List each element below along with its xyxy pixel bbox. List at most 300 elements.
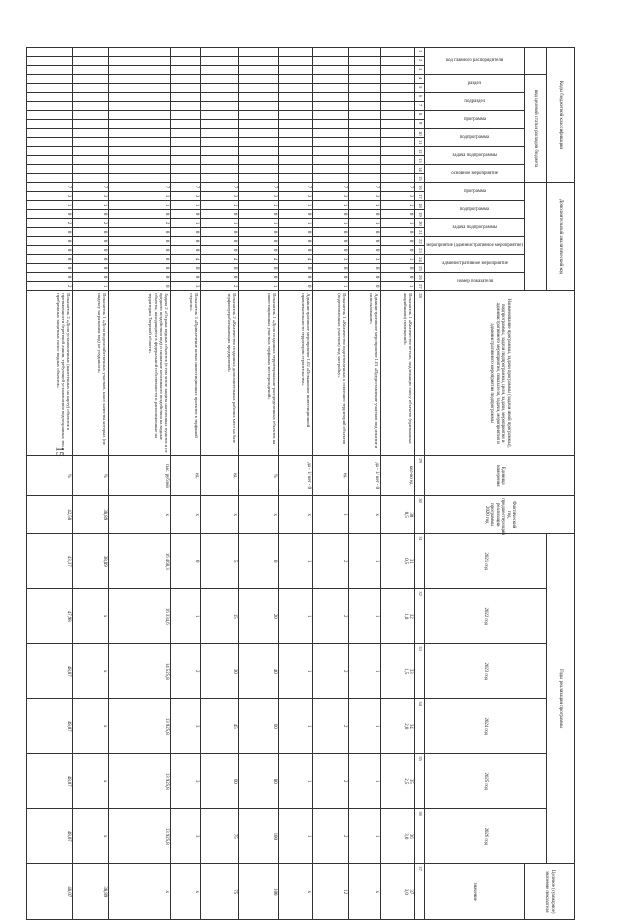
additional-code-cell: 3 [313, 192, 349, 201]
unit-cell: кол-во ед. [381, 456, 415, 496]
budget-code-cell [313, 138, 349, 147]
budget-code-cell [349, 102, 381, 111]
additional-code-cell: 4 [279, 255, 313, 264]
budget-code-cell [313, 66, 349, 75]
budget-code-cell [313, 165, 349, 174]
budget-code-cell [381, 174, 415, 183]
budget-code-cell [349, 138, 381, 147]
additional-code-cell: 7 [171, 183, 201, 192]
year-value-cell: х [73, 809, 109, 864]
table-row [279, 48, 313, 920]
year-value-cell: 2 [171, 644, 201, 699]
budget-code-cell [381, 93, 415, 102]
additional-code-cell: 0 [109, 210, 171, 219]
additional-code-cell: 0 [109, 237, 171, 246]
header-name: Наименование программы, задачи программы (задачи иной программы), подпрограммы, задачи подпрограммы, цели, задачи, мероприятия и административного мероприятия, показателя, задачи, мероприятия и административного мероприятия подпрограммы [425, 291, 575, 456]
additional-code-cell: 3 [313, 255, 349, 264]
additional-code-cell: 0 [201, 228, 239, 237]
budget-code-cell [381, 120, 415, 129]
additional-code-cell: 1 [239, 282, 279, 291]
additional-code-cell: 0 [73, 228, 109, 237]
budget-code-cell [279, 57, 313, 66]
column-number: 17 [415, 192, 425, 201]
fact-year-cell: х [279, 496, 313, 534]
additional-code-cell: 3 [349, 192, 381, 201]
header-add-program: программа [425, 183, 525, 201]
header-add-task: задача подпрограммы [425, 219, 525, 237]
budget-code-cell [349, 147, 381, 156]
year-value-cell: 2 [313, 699, 349, 754]
additional-code-cell: 0 [201, 210, 239, 219]
additional-code-cell: 2 [109, 219, 171, 228]
additional-code-cell: 0 [349, 237, 381, 246]
budget-code-cell [109, 174, 171, 183]
column-number: 2 [415, 57, 425, 66]
budget-code-cell [27, 66, 73, 75]
additional-code-cell: Я [279, 264, 313, 273]
additional-code-cell: 0 [279, 246, 313, 255]
additional-code-cell: 0 [313, 273, 349, 282]
additional-code-cell: 0 [381, 237, 415, 246]
unit-cell: ед. [171, 456, 201, 496]
unit-cell: ед. [313, 456, 349, 496]
additional-code-cell: 0 [109, 228, 171, 237]
additional-code-cell: 3 [349, 255, 381, 264]
column-number: 31 [415, 534, 425, 589]
additional-code-cell: 4 [201, 255, 239, 264]
header-budget-codes: Коды бюджетной классификации [547, 48, 575, 183]
column-number: 1 [415, 48, 425, 57]
additional-code-cell: Я [201, 264, 239, 273]
budget-code-cell [349, 156, 381, 165]
year-value-cell: х [73, 589, 109, 644]
column-number: 21 [415, 228, 425, 237]
year-value-cell: 1 [279, 589, 313, 644]
budget-code-cell [201, 129, 239, 138]
additional-code-cell: 7 [313, 183, 349, 192]
header-add-admin-event: административное мероприятие [425, 255, 525, 273]
budget-code-cell [313, 93, 349, 102]
additional-code-cell: 0 [73, 210, 109, 219]
fact-year-cell: х [171, 496, 201, 534]
budget-code-cell [27, 93, 73, 102]
budget-code-cell [201, 102, 239, 111]
column-number: 7 [415, 102, 425, 111]
budget-code-cell [381, 165, 415, 174]
year-value-cell: х [73, 699, 109, 754]
fact-year-cell: х [109, 496, 171, 534]
budget-code-cell [313, 129, 349, 138]
additional-code-cell: 1 [279, 201, 313, 210]
unit-cell: ед. [201, 456, 239, 496]
budget-code-cell [201, 48, 239, 57]
header-value: значение [425, 864, 525, 920]
budget-code-cell [239, 48, 279, 57]
budget-code-cell [27, 156, 73, 165]
additional-code-cell: 1 [239, 219, 279, 228]
additional-code-cell: 3 [73, 192, 109, 201]
table-row [313, 48, 349, 920]
year-value-cell: 47,98 [27, 589, 73, 644]
budget-code-cell [171, 75, 201, 84]
year-value-cell: 34 2,0 [381, 699, 415, 754]
budget-code-cell [381, 147, 415, 156]
budget-code-cell [171, 174, 201, 183]
budget-code-cell [239, 75, 279, 84]
budget-code-cell [201, 165, 239, 174]
budget-code-cell [313, 102, 349, 111]
budget-code-cell [313, 75, 349, 84]
budget-code-cell [349, 174, 381, 183]
column-number: 6 [415, 93, 425, 102]
column-number: 14 [415, 165, 425, 174]
budget-code-cell [313, 174, 349, 183]
budget-code-cell [279, 174, 313, 183]
budget-code-cell [109, 48, 171, 57]
budget-code-cell [109, 129, 171, 138]
budget-code-cell [73, 147, 109, 156]
budget-code-cell [201, 75, 239, 84]
budget-code-cell [239, 57, 279, 66]
year-value-cell: 14 525,8 [109, 644, 171, 699]
year-value-cell: 1 [349, 644, 381, 699]
budget-code-cell [349, 75, 381, 84]
additional-code-cell: 0 [171, 210, 201, 219]
budget-code-cell [109, 102, 171, 111]
budget-code-cell [239, 129, 279, 138]
additional-code-cell: 1 [279, 219, 313, 228]
year-value-cell: 48,07 [27, 754, 73, 809]
budget-code-cell [201, 57, 239, 66]
additional-code-cell: 0 [73, 273, 109, 282]
header-unit: Единица измерения [425, 456, 575, 496]
additional-code-cell: 3 [109, 192, 171, 201]
column-number: 27 [415, 282, 425, 291]
additional-code-cell: Я [313, 264, 349, 273]
column-number: 37 [415, 864, 425, 920]
year-value-cell: 1 [279, 534, 313, 589]
additional-code-cell: 0 [109, 255, 171, 264]
additional-code-cell: 1 [381, 255, 415, 264]
additional-code-cell: 7 [349, 183, 381, 192]
additional-code-cell: 0 [349, 282, 381, 291]
budget-code-cell [239, 120, 279, 129]
rotated-content [55, 47, 575, 914]
column-number: 26 [415, 273, 425, 282]
indicator-name: Показатель 2 «Доля установленных (нанесенных на карту) объектов в протяженности береговой линии, требующей установления водоохранных зон и прибрежных защитных полос водных объектов» [27, 291, 73, 456]
table-row [239, 48, 279, 920]
header-additional-sub [525, 183, 547, 291]
budget-code-cell [201, 138, 239, 147]
target-value-cell: 38,89 [73, 864, 109, 920]
target-value-cell: х [109, 864, 171, 920]
additional-code-cell: 1 [73, 201, 109, 210]
additional-code-cell: 0 [27, 210, 73, 219]
budget-code-cell [109, 66, 171, 75]
additional-code-cell: 0 [109, 246, 171, 255]
budget-code-cell [381, 84, 415, 93]
column-number: 29 [415, 456, 425, 496]
budget-code-cell [239, 102, 279, 111]
header-add-event: мероприятие (административное мероприятие) [425, 237, 525, 255]
column-number: 10 [415, 129, 425, 138]
year-value-cell: 31 0,5 [381, 534, 415, 589]
header-target-value: Целевое (суммарное) значение показателя [525, 864, 575, 920]
additional-code-cell: Я [381, 264, 415, 273]
budget-code-cell [73, 174, 109, 183]
column-number: 15 [415, 174, 425, 183]
budget-code-cell [73, 75, 109, 84]
budget-code-cell [27, 102, 73, 111]
additional-code-cell: 3 [201, 192, 239, 201]
header-year-2022: 2022 год [425, 589, 547, 644]
year-value-cell: 1 [279, 699, 313, 754]
budget-code-cell [27, 111, 73, 120]
table-row [201, 48, 239, 920]
additional-code-cell: 0 [313, 237, 349, 246]
fact-year-cell: 30 0,5 [381, 496, 415, 534]
additional-code-cell: 0 [109, 264, 171, 273]
budget-code-cell [349, 129, 381, 138]
year-value-cell: 1 [349, 699, 381, 754]
budget-code-cell [109, 120, 171, 129]
budget-code-cell [73, 84, 109, 93]
rotated-page [55, 47, 575, 914]
additional-code-cell: 0 [201, 246, 239, 255]
budget-code-cell [381, 111, 415, 120]
additional-code-cell: 1 [313, 201, 349, 210]
budget-code-cell [279, 147, 313, 156]
budget-code-cell [27, 120, 73, 129]
additional-code-cell: 0 [279, 228, 313, 237]
additional-code-cell: 0 [349, 246, 381, 255]
budget-code-cell [381, 102, 415, 111]
budget-code-cell [109, 57, 171, 66]
year-value-cell: 38,89 [73, 534, 109, 589]
budget-code-cell [27, 57, 73, 66]
additional-code-cell: 1 [313, 219, 349, 228]
additional-code-cell: 1 [73, 282, 109, 291]
year-value-cell: 15 [201, 589, 239, 644]
additional-code-cell: 3 [239, 192, 279, 201]
additional-code-cell: 1 [171, 201, 201, 210]
additional-code-cell: Я [349, 264, 381, 273]
budget-code-cell [171, 111, 201, 120]
budget-code-cell [27, 174, 73, 183]
header-year-2025: 2025 год [425, 754, 547, 809]
target-value-cell: 75 [201, 864, 239, 920]
unit-cell: тыс. рублей [109, 456, 171, 496]
year-value-cell: 33 1,5 [381, 644, 415, 699]
budget-code-cell [73, 138, 109, 147]
additional-code-cell: 3 [171, 282, 201, 291]
additional-code-cell: 7 [27, 183, 73, 192]
column-number: 13 [415, 156, 425, 165]
budget-code-cell [313, 57, 349, 66]
column-number: 33 [415, 644, 425, 699]
year-value-cell: 2 [313, 754, 349, 809]
budget-code-cell [349, 111, 381, 120]
budget-code-cell [239, 147, 279, 156]
budget-code-cell [279, 102, 313, 111]
year-value-cell: 45 [201, 699, 239, 754]
header-year-2024: 2024 год [425, 699, 547, 754]
budget-code-cell [201, 147, 239, 156]
budget-code-cell [201, 156, 239, 165]
budget-code-cell [27, 165, 73, 174]
additional-code-cell: 0 [171, 273, 201, 282]
column-number: 28 [415, 291, 425, 456]
budget-code-cell [201, 174, 239, 183]
column-number-row [415, 48, 425, 920]
unit-cell: % [73, 456, 109, 496]
year-value-cell: 3 [171, 809, 201, 864]
additional-code-cell: 0 [171, 246, 201, 255]
additional-code-cell: 7 [279, 183, 313, 192]
header-year-2021: 2021 год [425, 534, 547, 589]
additional-code-cell: 0 [349, 273, 381, 282]
additional-code-cell: 0 [171, 237, 201, 246]
additional-code-cell: 0 [279, 210, 313, 219]
header-budget-sub [525, 48, 547, 75]
additional-code-cell: 0 [201, 237, 239, 246]
additional-code-cell: 0 [239, 237, 279, 246]
year-value-cell: 30 [201, 644, 239, 699]
program-indicators-table [26, 47, 575, 920]
budget-code-cell [381, 57, 415, 66]
year-value-cell: 0 [171, 534, 201, 589]
budget-code-cell [109, 165, 171, 174]
budget-code-cell [27, 147, 73, 156]
budget-code-cell [239, 93, 279, 102]
indicator-name: Административное мероприятие 1.01 «Предоставление участков под изъятие и использование» [349, 291, 381, 456]
year-value-cell: 80 [239, 754, 279, 809]
budget-code-cell [313, 156, 349, 165]
column-number: 18 [415, 201, 425, 210]
year-value-cell: 1 [279, 754, 313, 809]
additional-code-cell: 3 [27, 192, 73, 201]
additional-code-cell: 0 [27, 228, 73, 237]
header-additional-code: Дополнительный аналитический код [547, 183, 575, 291]
column-number: 23 [415, 246, 425, 255]
target-value-cell: х [279, 864, 313, 920]
year-value-cell: 13 925,8 [109, 754, 171, 809]
additional-code-cell: 0 [279, 282, 313, 291]
budget-code-cell [279, 48, 313, 57]
budget-code-cell [239, 66, 279, 75]
header-sub-task: задача подпрограммы [425, 147, 525, 165]
table-row [73, 48, 109, 920]
budget-code-cell [73, 93, 109, 102]
unit-cell: % [239, 456, 279, 496]
additional-code-cell: 1 [381, 201, 415, 210]
additional-code-cell: 4 [239, 255, 279, 264]
additional-code-cell: 1 [313, 282, 349, 291]
budget-code-cell [239, 111, 279, 120]
budget-code-cell [109, 93, 171, 102]
budget-code-cell [349, 165, 381, 174]
budget-code-cell [109, 111, 171, 120]
budget-code-cell [349, 93, 381, 102]
budget-code-cell [73, 48, 109, 57]
header-sub-chief: код главного распорядителя [425, 48, 525, 75]
budget-code-cell [349, 120, 381, 129]
target-value-cell: 48,07 [27, 864, 73, 920]
budget-code-cell [171, 120, 201, 129]
budget-code-cell [171, 138, 201, 147]
year-value-cell: 35 2,5 [381, 754, 415, 809]
budget-code-cell [109, 147, 171, 156]
year-value-cell: 1 [279, 644, 313, 699]
budget-code-cell [27, 129, 73, 138]
additional-code-cell: 0 [201, 273, 239, 282]
additional-code-cell: 7 [201, 183, 239, 192]
budget-code-cell [279, 165, 313, 174]
column-number: 8 [415, 111, 425, 120]
additional-code-cell: 1 [201, 219, 239, 228]
header-add-indicator-number: номер показателя [425, 273, 525, 291]
header-fact-year: Фактический год, предшествующий реализации программы 2020 год [425, 496, 575, 534]
table-row [171, 48, 201, 920]
table-row [109, 48, 171, 920]
budget-code-cell [349, 57, 381, 66]
additional-code-cell: 0 [381, 210, 415, 219]
budget-code-cell [313, 147, 349, 156]
budget-code-cell [73, 120, 109, 129]
additional-code-cell: 0 [27, 255, 73, 264]
budget-code-cell [381, 156, 415, 165]
additional-code-cell: 0 [239, 246, 279, 255]
budget-code-cell [239, 138, 279, 147]
additional-code-cell: 1 [381, 219, 415, 228]
budget-code-cell [201, 93, 239, 102]
additional-code-cell: 0 [73, 246, 109, 255]
year-value-cell: 20 [239, 589, 279, 644]
year-value-cell: х [73, 754, 109, 809]
budget-code-cell [73, 57, 109, 66]
year-value-cell: 3 [171, 754, 201, 809]
budget-code-cell [349, 48, 381, 57]
indicator-name: Показатель 3 «Привлечение новых инвестиционных проектов в торфяной отрасли» [171, 291, 201, 456]
column-number: 34 [415, 699, 425, 754]
budget-code-cell [171, 66, 201, 75]
additional-code-cell: 7 [73, 183, 109, 192]
year-value-cell: 36 3,0 [381, 809, 415, 864]
year-value-cell: 75 [201, 809, 239, 864]
fact-year-cell: 42,58 [27, 496, 73, 534]
column-number: 22 [415, 237, 425, 246]
year-value-cell: 13 925,8 [109, 809, 171, 864]
header-expense-type: вид целевой статьи расходов бюджета [525, 75, 547, 183]
column-number: 16 [415, 183, 425, 192]
additional-code-cell: 0 [313, 210, 349, 219]
year-value-cell: 5 [201, 534, 239, 589]
budget-code-cell [27, 84, 73, 93]
header-sub-main-event: основное мероприятие [425, 165, 525, 183]
additional-code-cell: 2 [27, 219, 73, 228]
budget-code-cell [239, 156, 279, 165]
header-sub-section: раздел [425, 75, 525, 93]
page-number: 15 [53, 446, 65, 457]
additional-code-cell: 0 [27, 246, 73, 255]
column-number: 19 [415, 210, 425, 219]
additional-code-cell: 0 [279, 273, 313, 282]
budget-code-cell [239, 174, 279, 183]
budget-code-cell [27, 48, 73, 57]
budget-code-cell [109, 84, 171, 93]
additional-code-cell: 0 [73, 237, 109, 246]
budget-code-cell [381, 129, 415, 138]
